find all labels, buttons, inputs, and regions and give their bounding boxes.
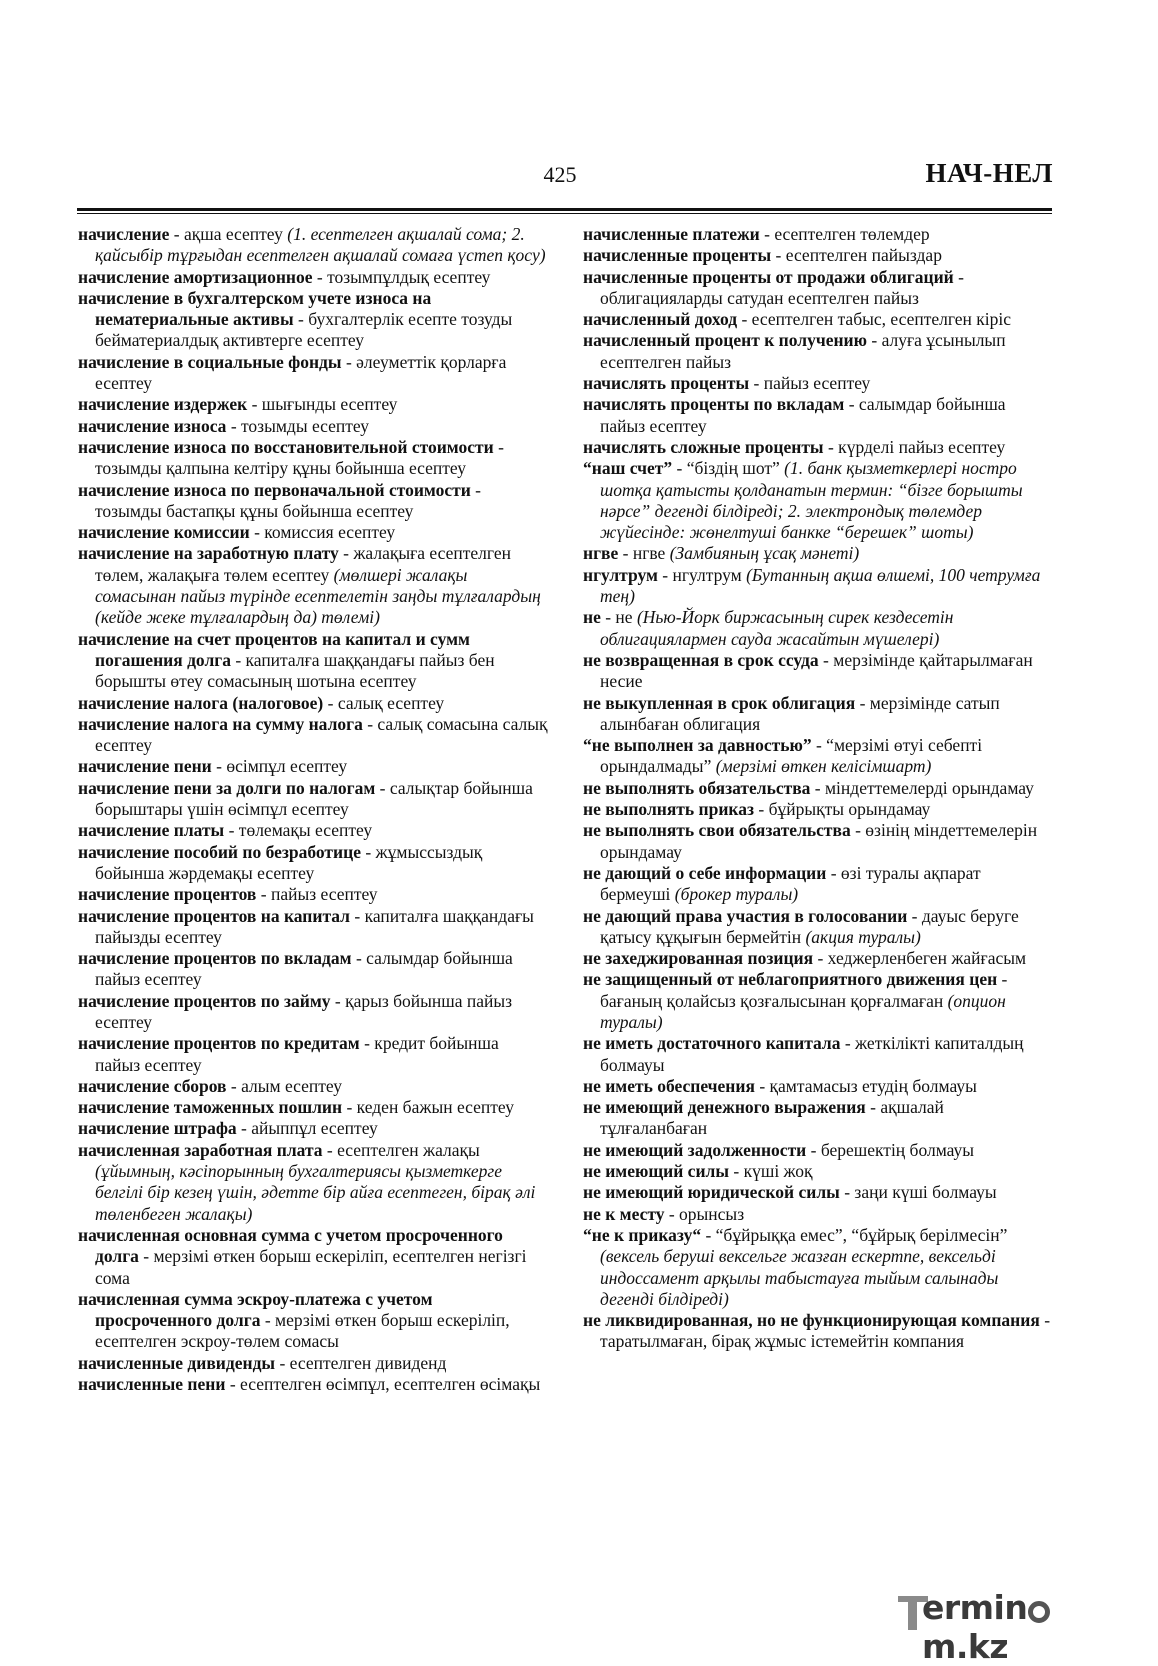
entry-translation: - өсімпұл есептеу — [211, 756, 348, 777]
entry-translation: - пайыз есептеу — [256, 884, 378, 905]
entry-translation: - орынсыз — [664, 1203, 745, 1224]
entry-note: (мөлшері жалақы сомасынан пайыз түрінде есептелетін заңды тұлғалардың (кейде жеке тұлғалардың да) төлемі) — [95, 564, 541, 628]
dictionary-entry — [583, 650, 1055, 693]
dictionary-entry — [583, 948, 1055, 969]
entry-term: не имеющий задолженности — [583, 1139, 807, 1160]
entry-translation: - облигацияларды сатудан есептелген пайыз — [600, 266, 964, 308]
entry-term: не захеджированная позиция — [583, 948, 814, 969]
entry-term: не имеющий денежного выражения — [583, 1097, 866, 1118]
entry-translation: - алым есептеу — [226, 1075, 342, 1096]
dictionary-entry — [78, 1374, 548, 1395]
entry-translation: - пайыз есептеу — [749, 373, 871, 394]
dictionary-entry — [583, 394, 1055, 437]
entry-translation: - мерзімі өткен борыш ескеріліп, есептелген негізгі сома — [95, 1246, 527, 1288]
entry-term: начисленный доход — [583, 309, 738, 330]
entry-note: (акция туралы) — [805, 926, 921, 947]
entry-term: не защищенный от неблагоприятного движения цен — [583, 969, 998, 990]
entry-term: начисление пени за долги по налогам — [78, 777, 376, 798]
dictionary-entry — [78, 522, 548, 543]
dictionary-entry — [78, 820, 548, 841]
entry-translation: - өзі туралы ақпарат бермеуші — [600, 862, 981, 905]
entry-translation: - шығынды есептеу — [247, 394, 398, 415]
entry-translation: - мерзімінде қайтарылмаған несие — [600, 649, 1033, 692]
entry-translation: - “біздің шот” — [672, 458, 785, 479]
entry-term: начислять проценты — [583, 373, 750, 394]
entry-note: (Нью-Йорк биржасының сирек кездесетін облигациялармен сауда жасайтын мүшелері) — [600, 607, 954, 649]
entry-term: начисленный процент к получению — [583, 330, 867, 351]
entry-term: начисление процентов по вкладам — [78, 948, 352, 969]
entry-term: не возвращенная в срок ссуда — [583, 649, 819, 670]
entry-term: начисление пени — [78, 756, 212, 777]
entry-translation: - тозымды бастапқы құны бойынша есептеу — [95, 479, 481, 521]
dictionary-entry — [78, 1353, 548, 1374]
entry-note: (вексель беруші вексельге жазған ескертпе, вексельді индоссамент арқылы табыстауға тыйым салынады дегенді білдіреді) — [600, 1246, 999, 1309]
entry-translation: - жұмыссыздық бойынша жәрдемақы есептеу — [95, 841, 483, 883]
entry-term: начисление износа по первоначальной стоимости — [78, 479, 471, 500]
entry-note: (1. есептелген ақшалай сома; 2. қайсыбір тұрғыдан есептелген ақшалай сомаға үстеп қосу) — [95, 224, 546, 266]
entry-term: начисление износа по восстановительной стоимости — [78, 436, 494, 457]
entry-translation: - салық есептеу — [323, 692, 445, 713]
entry-translation: - тозымды қалпына келтіру құны бойынша есептеу — [95, 436, 504, 479]
dictionary-entry — [583, 1225, 1055, 1310]
entry-translation: - кредит бойынша пайыз есептеу — [95, 1033, 499, 1075]
page-number: 425 — [543, 162, 577, 187]
dictionary-entry — [78, 1140, 548, 1225]
entry-term: начисление на заработную плату — [78, 543, 339, 564]
entry-term: начисление процентов по кредитам — [78, 1033, 360, 1054]
entry-note: (Замбияның ұсақ мәнеті) — [669, 543, 860, 564]
entry-term: начисление в социальные фонды — [78, 351, 342, 372]
entry-term: не имеющий силы — [583, 1161, 730, 1182]
entry-term: начисленная основная сумма с учетом просроченного долга — [78, 1224, 503, 1267]
entry-translation: - не — [600, 607, 637, 628]
dictionary-entry — [78, 224, 548, 267]
dictionary-entry — [78, 991, 548, 1034]
entry-translation: - күші жоқ — [729, 1161, 813, 1182]
entry-translation: - қамтамасыз етудің болмауы — [754, 1075, 977, 1096]
dictionary-entry — [583, 820, 1055, 863]
entry-translation: - “мерзімі өтуі себепті орындалмады” — [600, 735, 983, 777]
entry-term: не иметь достаточного капитала — [583, 1033, 841, 1054]
entry-term: начисленная сумма эскроу-платежа с учетом просроченного долга — [78, 1288, 433, 1331]
entry-translation: - алуға ұсынылып есептелген пайыз — [600, 330, 1006, 372]
entry-term: не ликвидированная, но не функционирующая компания — [583, 1310, 1040, 1331]
entry-translation: - “бұйрыққа емес”, “бұйрық берілмесін” — [701, 1224, 1008, 1245]
dictionary-entry — [78, 693, 548, 714]
entry-term: начисление налога на сумму налога — [78, 713, 363, 734]
dictionary-entry — [78, 842, 548, 885]
dictionary-entry — [583, 309, 1055, 330]
entry-term: начисление на счет процентов на капитал и сумм погашения долга — [78, 628, 470, 670]
dictionary-entry — [583, 1161, 1055, 1182]
entry-term: “не к приказу“ — [583, 1224, 702, 1245]
entry-term: начисленные проценты — [583, 245, 772, 266]
entry-translation: - таратылмаған, бірақ жұмыс істемейтін компания — [600, 1310, 1051, 1352]
dictionary-entry — [583, 906, 1055, 949]
entry-term: начисление износа — [78, 415, 227, 436]
entry-translation: - дауыс беруге қатысу құқығын бермейтін — [600, 905, 1019, 947]
running-head: НАЧ-НЕЛ — [925, 158, 1053, 188]
entry-term: начисление процентов — [78, 884, 257, 905]
entry-term: не имеющий юридической силы — [583, 1182, 840, 1203]
dictionary-entry — [583, 1310, 1055, 1353]
entry-translation: - заңи күші болмауы — [839, 1182, 997, 1203]
entry-translation: - есептелген өсімпұл, есептелген өсімақы — [225, 1374, 541, 1395]
dictionary-entry — [78, 394, 548, 415]
entry-term: начисление налога (налоговое) — [78, 692, 324, 713]
dictionary-entry — [78, 288, 548, 352]
termincom-watermark — [898, 1588, 1128, 1666]
dictionary-entry — [583, 373, 1055, 394]
entry-term: начисленные платежи — [583, 224, 760, 244]
entry-translation: - тозымды есептеу — [226, 415, 370, 436]
entry-translation: - нгве — [618, 543, 670, 564]
entry-term: не выполнять свои обязательства — [583, 820, 851, 841]
entry-translation: - міндеттемелерді орындамау — [810, 777, 1034, 798]
dictionary-entry — [78, 1097, 548, 1118]
dictionary-entry — [78, 543, 548, 628]
entry-translation: - әлеуметтік қорларға есептеу — [95, 351, 507, 394]
entry-translation: - комиссия есептеу — [249, 522, 396, 543]
dictionary-entry — [583, 1033, 1055, 1076]
entry-note: (1. банк қызметкерлері ностро шотқа қатысты қолданатын термин: “бізге борышты нәрсе” дегенді білдіреді; 2. электрондық төлемдер жүйесінде: жөнелтуші банкке “берешек” шоты) — [600, 458, 1023, 543]
entry-translation: - төлемақы есептеу — [224, 820, 373, 841]
entry-term: “наш счет” — [583, 458, 673, 479]
entry-translation: - есептелген төлемдер — [759, 224, 930, 244]
entry-term: не к месту — [583, 1203, 665, 1224]
entry-translation: - есептелген жалақы — [322, 1139, 480, 1160]
dictionary-entry — [78, 1118, 548, 1139]
entry-translation: - есептелген пайыздар — [771, 245, 942, 266]
entry-term: не выполнять приказ — [583, 799, 755, 820]
header-rule-thick — [77, 208, 1052, 211]
entry-term: не иметь обеспечения — [583, 1075, 755, 1096]
dictionary-entry — [78, 906, 548, 949]
dictionary-entry — [78, 1289, 548, 1353]
entry-translation: - капиталға шаққандағы пайызды есептеу — [95, 905, 534, 947]
entry-term: начисление процентов на капитал — [78, 905, 350, 926]
entry-term: начисленная заработная плата — [78, 1139, 323, 1160]
dictionary-entry — [583, 1204, 1055, 1225]
entry-translation: - нгултрум — [657, 564, 747, 585]
dictionary-entry — [78, 884, 548, 905]
dictionary-entry — [78, 948, 548, 991]
dictionary-entry — [583, 735, 1055, 778]
entry-term: начисление — [78, 224, 170, 244]
watermark-o-icon — [1028, 1601, 1050, 1623]
entry-term: начисление штрафа — [78, 1118, 237, 1139]
entry-term: не выполнять обязательства — [583, 777, 811, 798]
entry-translation: - жеткілікті капиталдың болмауы — [600, 1033, 1024, 1075]
entry-term: начисление пособий по безработице — [78, 841, 361, 862]
entry-translation: - ақшалай тұлғаланбаған — [600, 1097, 944, 1139]
entry-translation: - кеден бажын есептеу — [342, 1097, 514, 1118]
entry-term: не дающий о себе информации — [583, 862, 827, 883]
entry-term: начисление таможенных пошлин — [78, 1097, 343, 1118]
entry-term: “не выполнен за давностью” — [583, 735, 812, 756]
entry-note: (мерзімі өткен келісімшарт) — [715, 756, 932, 777]
entry-translation: - жалақыға есептелген төлем, жалақыға төлем есептеу — [95, 543, 511, 585]
dictionary-entry — [583, 799, 1055, 820]
dictionary-entry — [583, 1097, 1055, 1140]
entry-translation: - салымдар бойынша пайыз есептеу — [95, 948, 513, 990]
dictionary-entry — [78, 756, 548, 777]
entry-translation: - күрделі пайыз есептеу — [823, 436, 1006, 457]
watermark-t-stem — [908, 1596, 917, 1630]
entry-term: начисление издержек — [78, 394, 248, 415]
entry-term: начисленные пени — [78, 1374, 226, 1395]
entry-translation: - өзінің міндеттемелерін орындамау — [600, 820, 1038, 862]
entry-translation: - салымдар бойынша пайыз есептеу — [600, 394, 1006, 436]
dictionary-entry — [78, 1225, 548, 1289]
header-rule-thin — [77, 213, 1052, 214]
dictionary-entry — [78, 714, 548, 757]
entry-translation: - бұйрықты орындамау — [754, 799, 931, 820]
entry-term: начисление процентов по займу — [78, 990, 331, 1011]
dictionary-entry — [583, 437, 1055, 458]
dictionary-entry — [583, 458, 1055, 543]
dictionary-entry — [78, 352, 548, 395]
entry-translation: - есептелген табыс, есептелген кіріс — [737, 309, 1012, 330]
dictionary-entry — [78, 416, 548, 437]
dictionary-entry — [583, 693, 1055, 736]
entry-term: начисление платы — [78, 820, 225, 841]
dictionary-entry — [583, 565, 1055, 608]
entry-translation: - салық сомасына салық есептеу — [95, 713, 548, 756]
entry-translation: - қарыз бойынша пайыз есептеу — [95, 990, 513, 1032]
entry-term: начисленные проценты от продажи облигаций — [583, 266, 954, 287]
watermark-text — [922, 1588, 1128, 1666]
dictionary-entry — [583, 224, 1055, 245]
entry-note: (брокер туралы) — [674, 884, 799, 905]
entry-translation: - берешектің болмауы — [806, 1139, 975, 1160]
dictionary-entry — [583, 1182, 1055, 1203]
dictionary-entry — [78, 267, 548, 288]
entry-translation: - тозымпұлдық есептеу — [312, 266, 491, 287]
dictionary-entry — [78, 480, 548, 523]
entry-translation: - хеджерленбеген жайғасым — [813, 948, 1027, 969]
right-column — [583, 224, 1055, 1353]
dictionary-entry — [78, 1033, 548, 1076]
dictionary-entry — [583, 543, 1055, 564]
entry-translation: - есептелген дивиденд — [275, 1352, 447, 1373]
dictionary-entry — [583, 969, 1055, 1033]
dictionary-entry — [78, 778, 548, 821]
left-column — [78, 224, 548, 1395]
entry-term: начисленные дивиденды — [78, 1352, 276, 1373]
entry-translation: - мерзімінде сатып алынбаған облигация — [600, 692, 1000, 734]
entry-term: не выкупленная в срок облигация — [583, 692, 856, 713]
dictionary-entry — [583, 245, 1055, 266]
dictionary-entry — [583, 607, 1055, 650]
dictionary-entry — [583, 778, 1055, 799]
entry-translation: - ақша есептеу — [169, 224, 288, 244]
entry-term: начислять проценты по вкладам — [583, 394, 845, 415]
entry-term: начисление амортизационное — [78, 266, 313, 287]
dictionary-entry — [583, 267, 1055, 310]
entry-note: (ұйымның, кәсіпорынның бухгалтериясы қызметкерге белгілі бір кезең үшін, әдетте бір айға есептеген, бірақ әлі төленбеген жалақы) — [95, 1161, 536, 1224]
entry-term: не — [583, 607, 601, 628]
dictionary-entry — [583, 1140, 1055, 1161]
dictionary-entry — [78, 437, 548, 480]
entry-translation: - айыппұл есептеу — [236, 1118, 378, 1139]
entry-translation: - салықтар бойынша борыштары үшін өсімпұл есептеу — [95, 777, 533, 820]
watermark-text-before: ermin — [922, 1588, 1028, 1627]
entry-translation: - капиталға шаққандағы пайыз бен борышты өтеу сомасының шотына есептеу — [95, 649, 495, 692]
dictionary-entry — [583, 863, 1055, 906]
entry-note: (опцион туралы) — [600, 990, 1006, 1032]
entry-term: начисление сборов — [78, 1075, 227, 1096]
entry-translation: - бухгалтерлік есепте тозуды бейматериалдық активтерге есептеу — [95, 309, 513, 351]
entry-translation: - мерзімі өткен борыш ескеріліп, есептелген эскроу-төлем сомасы — [95, 1310, 510, 1352]
dictionary-entry — [78, 1076, 548, 1097]
entry-term: начисление комиссии — [78, 522, 250, 543]
entry-term: не дающий права участия в голосовании — [583, 905, 908, 926]
entry-term: нгве — [583, 543, 619, 564]
entry-term: нгултрум — [583, 564, 658, 585]
entry-translation: - бағаның қолайсыз қозғалысынан қорғалмаған — [600, 969, 1008, 1011]
entry-term: начисление в бухгалтерском учете износа на нематериальные активы — [78, 287, 432, 330]
watermark-text-after: m.kz — [922, 1627, 1009, 1666]
dictionary-entry — [78, 629, 548, 693]
dictionary-entry — [583, 330, 1055, 373]
dictionary-entry — [583, 1076, 1055, 1097]
entry-note: (Бутанның ақша өлшемі, 100 четрумға тең) — [600, 564, 1041, 607]
entry-term: начислять сложные проценты — [583, 436, 824, 457]
